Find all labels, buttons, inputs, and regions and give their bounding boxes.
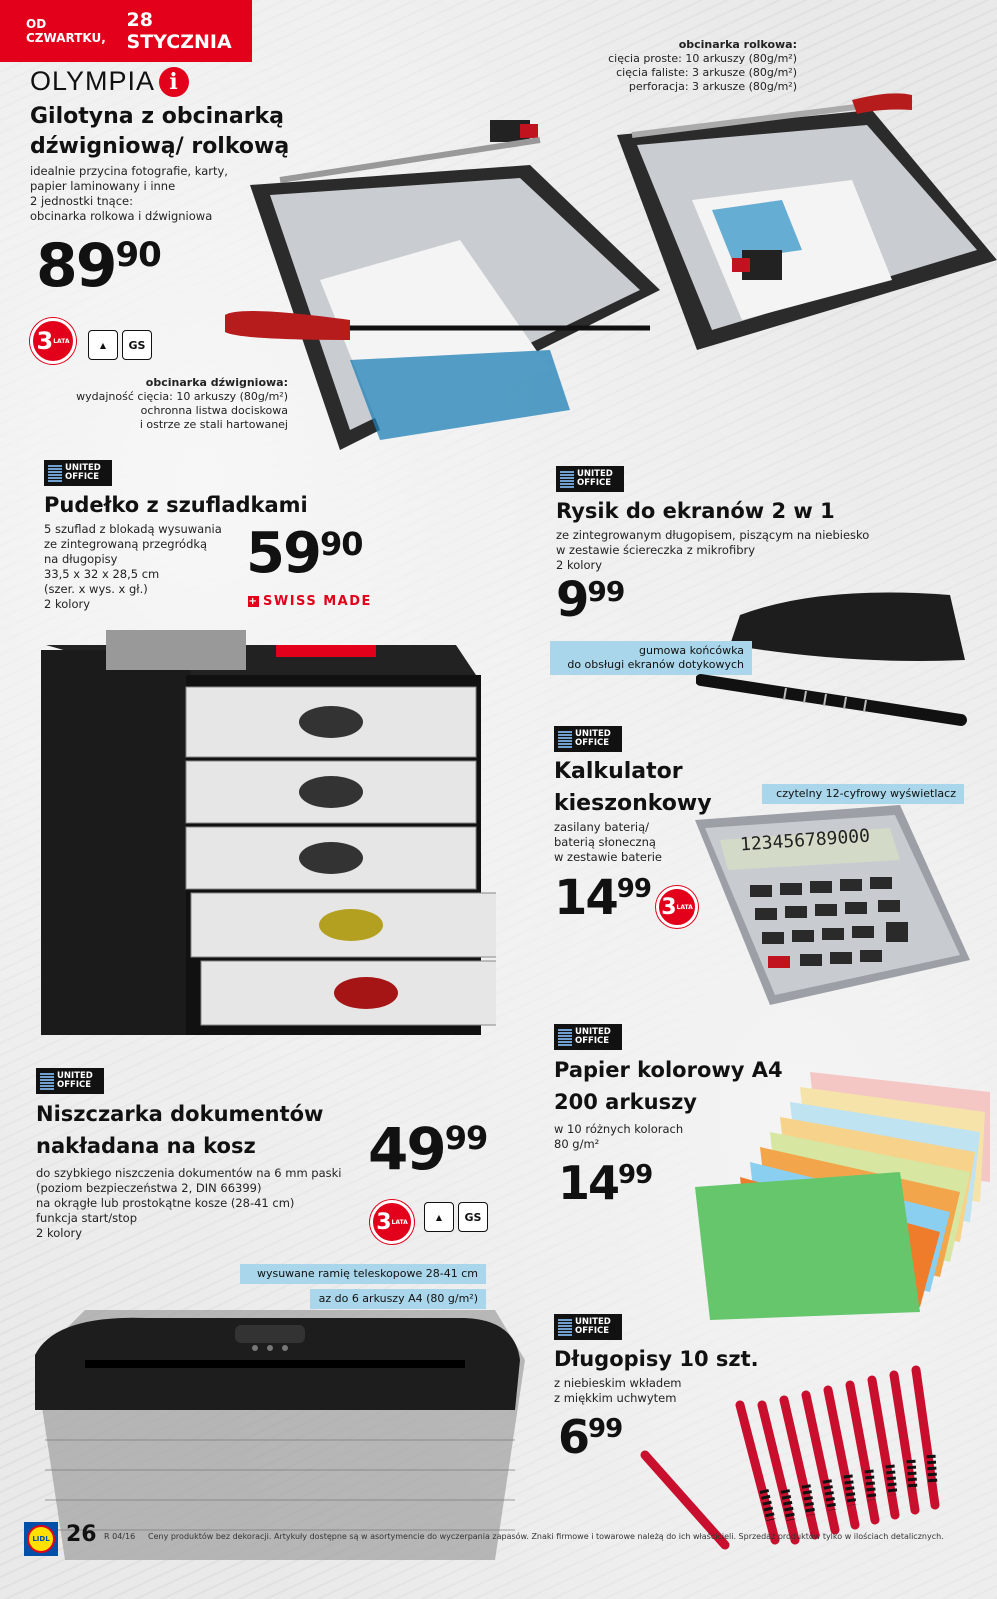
- price-decimal: 90: [319, 525, 363, 563]
- warranty-label: LATA: [391, 1218, 408, 1226]
- stylus-pen-image: [696, 670, 976, 740]
- guillotine-roller-image: [612, 90, 997, 360]
- calculator-title-line1: Kalkulator: [554, 759, 683, 784]
- gs-cert-icon: GS: [458, 1202, 488, 1232]
- warranty-number: 3: [661, 894, 677, 920]
- colored-paper-stack-image: [690, 1062, 990, 1322]
- price-integer: 59: [246, 521, 320, 586]
- roller-note-line: cięcia faliste: 3 arkusze (80g/m²): [616, 66, 797, 79]
- date-prefix: OD CZWARTKU,: [26, 17, 106, 45]
- paper-desc-line: w 10 różnych kolorach: [554, 1122, 684, 1136]
- calculator-display: 123456789000: [739, 825, 871, 856]
- united-office-logo: UNITED OFFICE: [556, 466, 624, 492]
- calculator-desc: [554, 820, 704, 865]
- warranty-3-years-badge: [370, 1200, 414, 1244]
- calculator-title: [554, 756, 712, 820]
- gs-cert-icon: GS: [122, 330, 152, 360]
- price-integer: 14: [558, 1156, 619, 1210]
- united-office-logo: UNITED OFFICE: [554, 1314, 622, 1340]
- shredder-price: [368, 1115, 488, 1183]
- calculator-desc-line: baterią słoneczną: [554, 835, 656, 849]
- swiss-flag-icon: +: [248, 596, 259, 607]
- price-integer: 49: [368, 1115, 445, 1183]
- lidl-logo: [24, 1522, 58, 1556]
- warranty-number: 3: [376, 1209, 392, 1235]
- tuv-cert-icon: ▲: [88, 330, 118, 360]
- paper-desc-line: 80 g/m²: [554, 1137, 600, 1151]
- shredder-title-line1: Niszczarka dokumentów: [36, 1102, 324, 1126]
- lever-note-line: i ostrze ze stali hartowanej: [139, 418, 288, 431]
- guillotine-price: [36, 231, 161, 301]
- stylus-desc-line: w zestawie ściereczka z mikrofibry: [556, 543, 756, 557]
- roller-cutter-note: [537, 38, 797, 94]
- shredder-title-line2: nakładana na kosz: [36, 1134, 256, 1158]
- warranty-3-years-badge: [30, 318, 76, 364]
- page-number: 26: [66, 1522, 97, 1547]
- united-office-logo: UNITED OFFICE: [44, 460, 112, 486]
- price-decimal: 99: [618, 1160, 653, 1190]
- drawers-price: [246, 521, 363, 586]
- swiss-made-text: SWISS MADE: [263, 594, 372, 609]
- shredder-desc-line: 2 kolory: [36, 1226, 83, 1240]
- shredder-image: [25, 1300, 525, 1570]
- lever-note-line: wydajność cięcia: 10 arkuszy (80g/m²): [76, 390, 288, 403]
- drawers-desc-line: ze zintegrowaną przegródką: [44, 537, 208, 551]
- calculator-title-line2: kieszonkowy: [554, 791, 712, 816]
- stylus-title: Rysik do ekranów 2 w 1: [556, 499, 835, 523]
- guillotine-desc-line: idealnie przycina fotografie, karty,: [30, 164, 228, 178]
- calculator-price: [554, 870, 651, 926]
- pens-price: [558, 1410, 623, 1464]
- price-integer: 89: [36, 231, 116, 301]
- roller-note-line: perforacja: 3 arkusze (80g/m²): [628, 80, 797, 93]
- pens-desc-line: z niebieskim wkładem: [554, 1376, 682, 1390]
- date-main: 28 STYCZNIA: [126, 9, 232, 53]
- shredder-desc-line: (poziom bezpieczeństwa 2, DIN 66399): [36, 1181, 262, 1195]
- stylus-callout-line: gumowa końcówka: [638, 644, 744, 657]
- drawers-title: Pudełko z szufladkami: [44, 493, 308, 517]
- price-decimal: 90: [115, 235, 161, 275]
- paper-title-line1: Papier kolorowy A4: [554, 1058, 783, 1082]
- stylus-callout-line: do obsługi ekranów dotykowych: [567, 658, 744, 671]
- price-decimal: 99: [444, 1119, 488, 1157]
- warranty-label: LATA: [53, 337, 70, 345]
- olympia-brand-text: OLYMPIA: [30, 66, 156, 96]
- price-integer: 6: [558, 1410, 589, 1464]
- guillotine-title-line2: dźwigniową/ rolkową: [30, 134, 290, 159]
- swiss-made-label: [248, 594, 372, 609]
- united-office-logo: UNITED OFFICE: [554, 726, 622, 752]
- lever-note-title: obcinarka dźwigniowa:: [145, 376, 288, 389]
- olympia-brand: [30, 66, 189, 97]
- guillotine-title-line1: Gilotyna z obcinarką: [30, 104, 285, 129]
- tuv-cert-icon: ▲: [424, 1202, 454, 1232]
- price-integer: 9: [556, 572, 588, 628]
- shredder-desc-line: na okrągłe lub prostokątne kosze (28-41 cm): [36, 1196, 295, 1210]
- drawer-box-image: [36, 625, 496, 1045]
- drawers-desc-line: 5 szuflad z blokadą wysuwania: [44, 522, 222, 536]
- stylus-desc: [556, 528, 916, 573]
- price-decimal: 99: [616, 874, 651, 904]
- warranty-label: LATA: [676, 903, 693, 911]
- calculator-desc-line: zasilany baterią/: [554, 820, 650, 834]
- paper-title-line2: 200 arkuszy: [554, 1090, 698, 1114]
- shredder-desc-line: funkcja start/stop: [36, 1211, 138, 1225]
- drawers-desc-line: (szer. x wys. x gł.): [44, 582, 148, 596]
- drawers-desc-line: na długopisy: [44, 552, 118, 566]
- lidl-logo-text: LIDL: [27, 1525, 55, 1553]
- united-office-logo: UNITED OFFICE: [554, 1024, 622, 1050]
- drawers-desc-line: 2 kolory: [44, 597, 91, 611]
- price-decimal: 99: [588, 1414, 623, 1444]
- guillotine-lever-image: [220, 110, 670, 470]
- paper-desc: [554, 1122, 704, 1152]
- olympia-logo-icon: i: [159, 67, 189, 97]
- paper-price: [558, 1156, 653, 1210]
- drawers-desc-line: 33,5 x 32 x 28,5 cm: [44, 567, 160, 581]
- stylus-desc-line: ze zintegrowanym długopisem, piszącym na niebiesko: [556, 528, 870, 542]
- footer-disclaimer: Ceny produktów bez dekoracji. Artykuły dostępne są w asortymencie do wyczerpania zapasów. Znaki firmowe i towarowe należą do ich właścicieli. Sprzedaż produktów tylko w ilościach detalicznych.: [148, 1532, 944, 1541]
- guillotine-desc-line: papier laminowany i inne: [30, 179, 176, 193]
- calculator-desc-line: w zestawie baterie: [554, 850, 662, 864]
- pens-title: Długopisy 10 szt.: [554, 1347, 759, 1371]
- shredder-title: [36, 1098, 323, 1162]
- pens-desc-line: z miękkim uchwytem: [554, 1391, 677, 1405]
- roller-note-line: cięcia proste: 10 arkuszy (80g/m²): [608, 52, 797, 65]
- calculator-callout: czytelny 12-cyfrowy wyświetlacz: [762, 784, 964, 804]
- date-banner: [0, 0, 252, 62]
- stylus-price: [556, 572, 625, 628]
- shredder-desc-line: do szybkiego niszczenia dokumentów na 6 mm paski: [36, 1166, 342, 1180]
- shredder-callout-capacity: az do 6 arkuszy A4 (80 g/m²): [310, 1289, 486, 1309]
- footer-code: R 04/16: [104, 1532, 136, 1541]
- roller-note-title: obcinarka rolkowa:: [678, 38, 797, 51]
- lever-note-line: ochronna listwa dociskowa: [140, 404, 288, 417]
- price-decimal: 99: [587, 575, 625, 608]
- guillotine-desc-line: obcinarka rolkowa i dźwigniowa: [30, 209, 213, 223]
- stylus-desc-line: 2 kolory: [556, 558, 603, 572]
- shredder-desc: [36, 1166, 366, 1241]
- united-office-logo: UNITED OFFICE: [36, 1068, 104, 1094]
- drawers-desc: [44, 522, 244, 612]
- price-integer: 14: [554, 870, 617, 926]
- shredder-callout-telescopic: wysuwane ramię teleskopowe 28-41 cm: [240, 1264, 486, 1284]
- warranty-number: 3: [36, 327, 54, 355]
- pens-image: [640, 1360, 960, 1560]
- guillotine-desc-line: 2 jednostki tnące:: [30, 194, 133, 208]
